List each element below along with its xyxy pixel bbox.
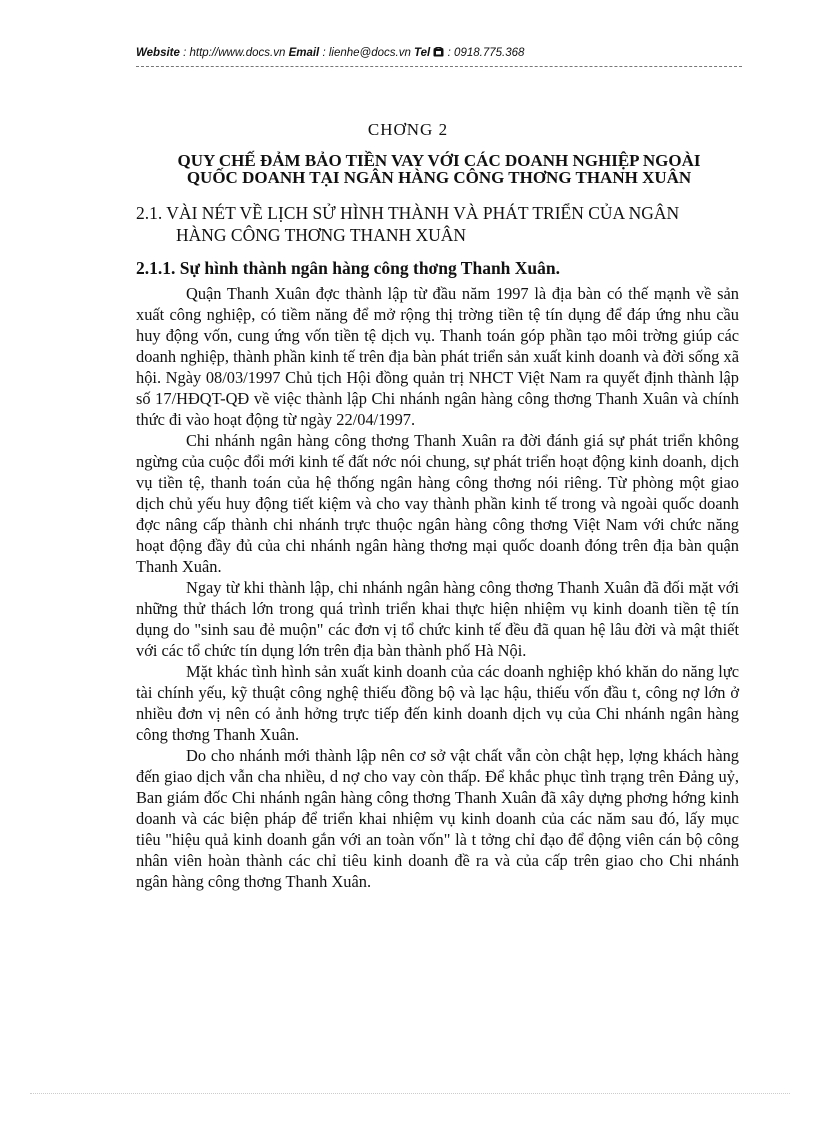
body-text	[136, 283, 739, 892]
email-label: Email	[288, 47, 320, 59]
subsection-heading: 2.1.1. Sự hình thành ngân hàng công thơng Thanh Xuân.	[136, 258, 561, 278]
chapter-title-line-2: QUỐC DOANH TẠI NGÂN HÀNG CÔNG THƠNG THANH XUÂN	[186, 168, 692, 187]
paragraph: Ngay từ khi thành lập, chi nhánh ngân hàng công thơng Thanh Xuân đã đối mặt với những thử thách lớn trong quá trình triển khai thực hiện nhiệm vụ kinh doanh tiền tệ tín dụng do "sinh sau đẻ muộn" các đơn vị tổ chức kinh tế đều đã quan hệ lâu đời và mật thiết với các tổ chức tín dụng lớn trên địa bàn thành phố Hà Nội.	[136, 578, 739, 660]
website-label: Website	[136, 47, 180, 59]
section-heading-line-2: HÀNG CÔNG THƠNG THANH XUÂN	[176, 225, 467, 245]
chapter-title	[136, 152, 742, 186]
section-heading	[136, 202, 742, 246]
email-link[interactable]: : lienhe@docs.vn	[322, 47, 411, 59]
chapter-title-line-1: QUY CHẾ ĐẢM BẢO TIỀN VAY VỚI CÁC DOANH NGHIỆP NGOÀI	[177, 151, 701, 170]
section-heading-line-1: 2.1. VÀI NÉT VỀ LỊCH SỬ HÌNH THÀNH VÀ PHÁT TRIỂN CỦA NGÂN	[136, 203, 680, 223]
paragraph: Quận Thanh Xuân đợc thành lập từ đầu năm 1997 là địa bàn có thế mạnh về sản xuất công nghiệp, có tiềm năng để mở rộng thị trờng tiền tệ tín dụng để đáp ứng nhu cầu huy động vốn, cung ứng vốn tiền tệ dịch vụ. Thanh toán góp phần tạo môi trờng giúp các doanh nghiệp, thành phần kinh tế trên địa bàn phát triển sản xuất kinh doanh và đời sống xã hội. Ngày 08/03/1997 Chủ tịch Hội đồng quản trị NHCT Việt Nam ra quyết định thành lập số 17/HĐQT-QĐ về việc thành lập Chi nhánh ngân hàng công thơng Thanh Xuân và chính thức đi vào hoạt động từ ngày 22/04/1997.	[136, 284, 739, 429]
paragraph: Mặt khác tình hình sản xuất kinh doanh của các doanh nghiệp khó khăn do năng lực tài chính yếu, kỹ thuật công nghệ thiếu đồng bộ và lạc hậu, thiếu vốn đầu t, công nợ lớn ở nhiều đơn vị nên có ảnh hởng trực tiếp đến kinh doanh dịch vụ của Chi nhánh ngân hàng công thơng Thanh Xuân.	[136, 662, 739, 744]
paragraph: Chi nhánh ngân hàng công thơng Thanh Xuân ra đời đánh giá sự phát triển không ngừng của cuộc đổi mới kinh tế đất nớc nói chung, sự phát triển hoạt động kinh doanh, dịch vụ tiền tệ, thanh toán của hệ thống ngân hàng công thơng nói riêng. Từ phòng một giao dịch chủ yếu huy động tiết kiệm và cho vay thành phần kinh tế trong và ngoài quốc doanh đợc nâng cấp thành chi nhánh trực thuộc ngân hàng công thơng Việt Nam với chức năng hoạt động đầy đủ của chi nhánh ngân hàng thơng mại quốc doanh đóng trên địa bàn quận Thanh Xuân.	[136, 431, 739, 576]
chapter-heading: CHƠNG 2	[367, 120, 449, 139]
phone-icon	[433, 47, 447, 59]
tel-label: Tel	[414, 47, 431, 59]
tel-value: : 0918.775.368	[447, 47, 525, 59]
header-divider	[136, 66, 742, 67]
footer-divider	[30, 1093, 790, 1094]
paragraph: Do cho nhánh mới thành lập nên cơ sở vật chất vẫn còn chật hẹp, lợng khách hàng đến giao dịch vẫn cha nhiều, d nợ cho vay còn thấp. Để khắc phục tình trạng trên Đảng uỷ, Ban giám đốc Chi nhánh ngân hàng công thơng Thanh Xuân đã xây dựng phơng hớng kinh doanh và các biện pháp để triển khai nhiệm vụ kinh doanh của các năm sau đó, lấy mục tiêu "hiệu quả kinh doanh gắn với an toàn vốn" là t tởng chỉ đạo để động viên cán bộ công nhân viên hoàn thành các chỉ tiêu kinh doanh đề ra và của cấp trên giao cho Chi nhánh ngân hàng công thơng Thanh Xuân.	[136, 746, 739, 891]
website-link[interactable]: : http://www.docs.vn	[183, 47, 286, 59]
page-header	[136, 47, 742, 59]
